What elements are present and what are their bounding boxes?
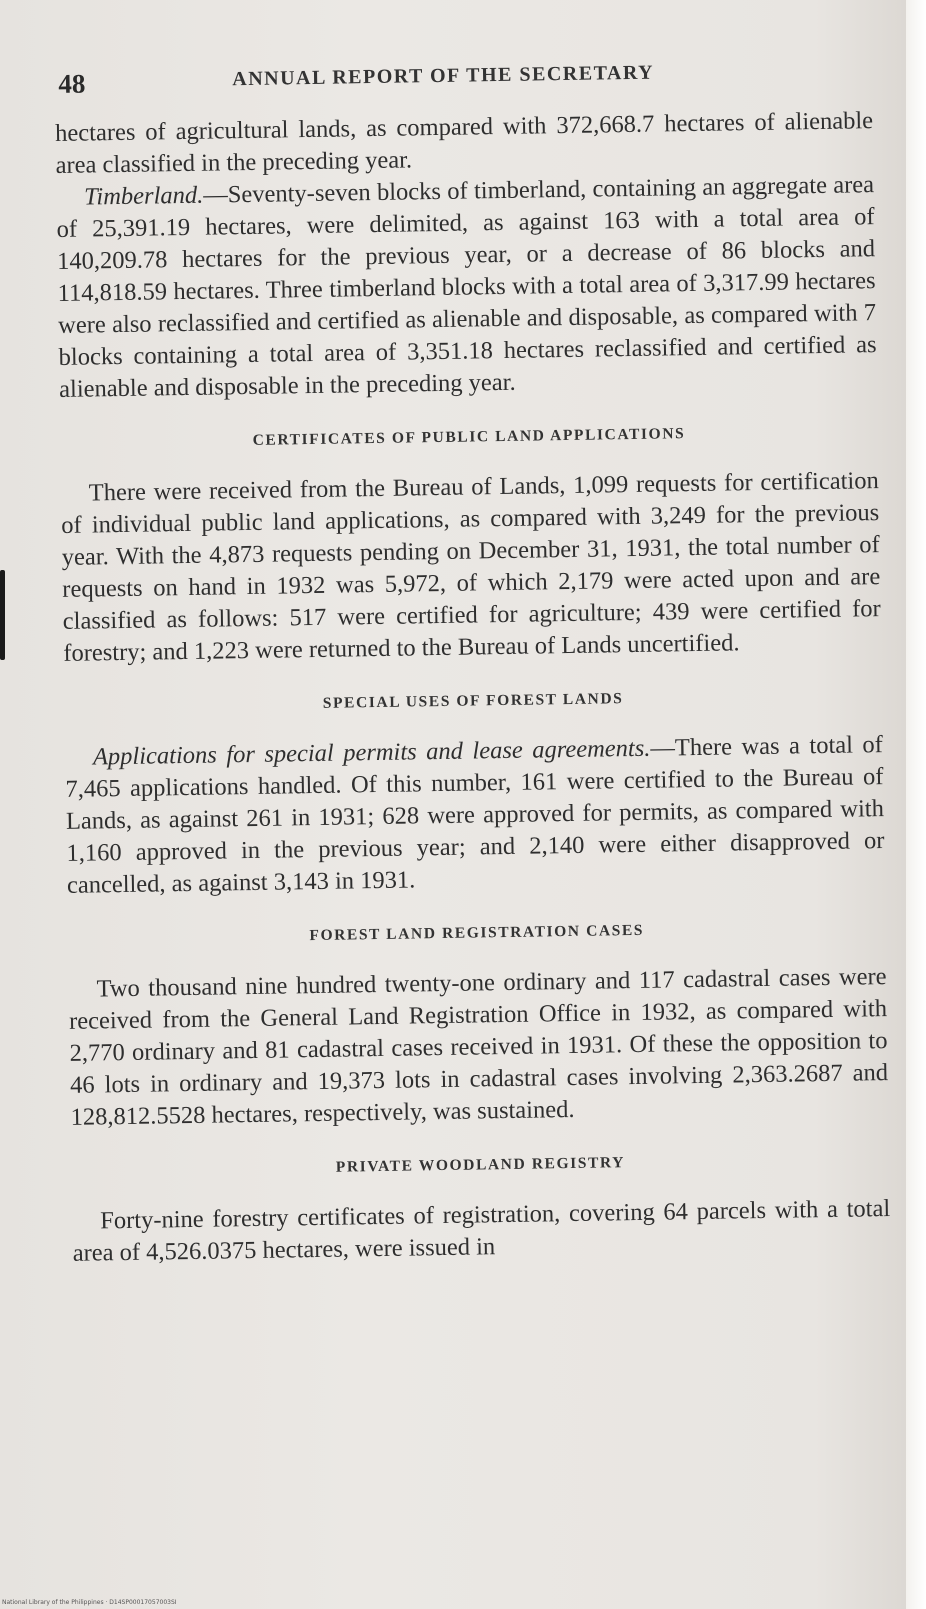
timberland-lead: Timberland. bbox=[83, 181, 204, 211]
running-title: ANNUAL REPORT OF THE SECRETARY bbox=[232, 61, 655, 91]
binding-mark bbox=[0, 570, 5, 660]
paragraph-registration-cases: Two thousand nine hundred twenty-one ordinary and 117 cadastral cases were received from the General Land Registration Office in 1932, as compared with 2,770 ordinary and 81 cadastral cases received in 1931. Of these the opposition to 46 lots in ordinary and 19,373 lots in cadastral cases involving 2,363.2687 and 128,812.5528 hectares, respectively, was sustained. bbox=[68, 963, 889, 1131]
scan-footer: National Library of the Philippines · D14SP00017057003SI bbox=[2, 1599, 177, 1606]
paragraph-agricultural-lands: hectares of agricultural lands, as compared with 372,668.7 hectares of alienable area classified in the preceding year. bbox=[54, 107, 874, 179]
section-heading-registration-cases: FOREST LAND REGISTRATION CASES bbox=[309, 921, 645, 945]
paragraph-certificates: There were received from the Bureau of Lands, 1,099 requests for certification of individual public land applications, as compared with 3,249 for the previous year. With the 4,873 requests pending on December 31, 1931, the total number of requests on hand in 1932 was 5,972, of which 2,179 were acted upon and are classified as follows: 517 were certified for agriculture; 439 were certified for forestry; and 1,223 were returned to the Bureau of Lands uncertified. bbox=[61, 467, 881, 667]
section-heading-certificates: CERTIFICATES OF PUBLIC LAND APPLICATIONS bbox=[252, 425, 686, 449]
timberland-body: —Seventy-seven blocks of timberland, containing an aggregate area of 25,391.19 hectares, were delimited, as against 163 with a total area of 140,209.78 hectares for the previous year, or a decrease of 86 blocks and 114,818.59 hectares. Three timberland blocks with a total area of 3,317.99 hectares were also reclassified and certified as alienable and disposable, as compared with 7 blocks containing a total area of 3,351.18 hectares reclassified and certified as alienable and disposable in the preceding year. bbox=[56, 171, 877, 403]
page-edge bbox=[906, 0, 926, 1609]
page-number: 48 bbox=[58, 68, 86, 99]
section-heading-special-uses: SPECIAL USES OF FOREST LANDS bbox=[322, 690, 624, 712]
paragraph-timberland bbox=[56, 169, 877, 406]
paragraph-woodland-registry: Forty-nine forestry certificates of registration, covering 64 parcels with a total area of 4,526.0375 hectares, were issued in bbox=[72, 1195, 891, 1267]
section-heading-woodland-registry: PRIVATE WOODLAND REGISTRY bbox=[335, 1154, 626, 1176]
paragraph-special-uses bbox=[65, 729, 885, 902]
special-uses-body: —There was a total of 7,465 applications handled. Of this number, 161 were certified to the Bureau of Lands, as against 261 in 1931; 628 were approved for permits, as compared with 1,160 approved in the previous year; and 2,140 were either disapproved or cancelled, as against 3,143 in 1931. bbox=[65, 731, 885, 899]
special-uses-lead: Applications for special permits and lease agreements. bbox=[92, 734, 651, 771]
page-text bbox=[54, 47, 891, 1270]
